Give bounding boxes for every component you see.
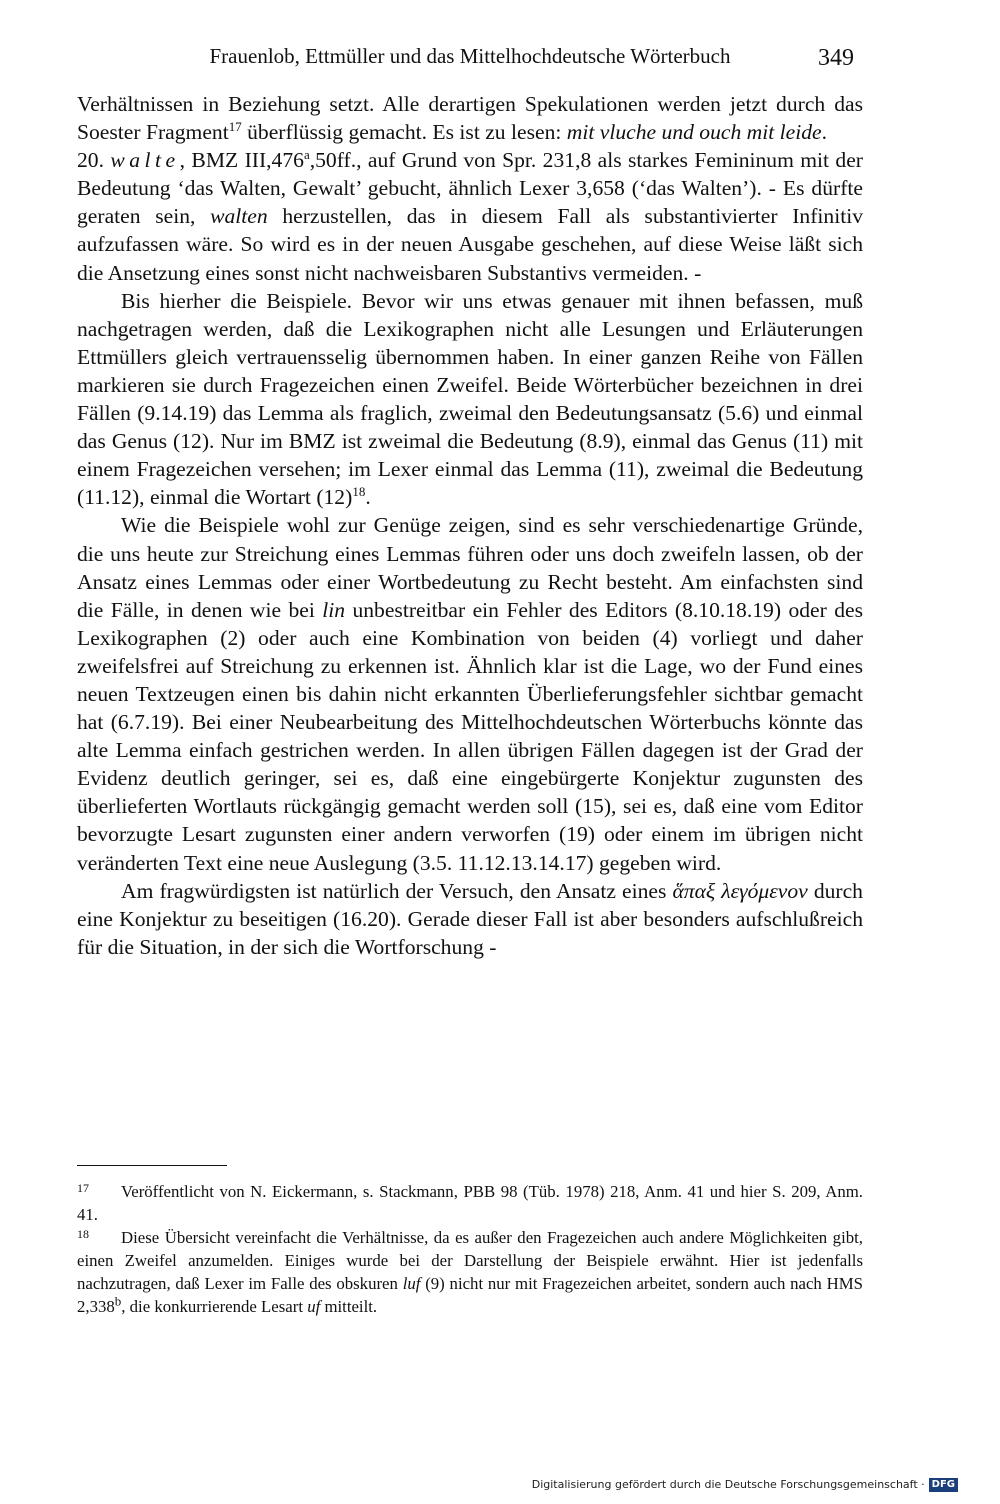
p2-italic-word: walten — [210, 204, 268, 229]
p5-text-b: durch eine Konjektur zu beseitigen (16.20). Gerade dieser Fall ist aber besonders aufschlußreich für die Situation, in der sich die Wortforschung - — [77, 878, 863, 959]
footnotes — [77, 1180, 863, 1318]
entry-number: 20. — [77, 148, 111, 173]
p1-italic-quote: mit vluche und ouch mit leide — [566, 120, 822, 145]
entry-lemma: walte — [110, 148, 180, 173]
p4-italic-word: lin — [322, 597, 346, 622]
paragraph-3 — [77, 287, 863, 512]
footnote-17-text: Veröffentlicht von N. Eickermann, s. Stackmann, PBB 98 (Tüb. 1978) 218, Anm. 41 und hier S. 209, Anm. 41. — [77, 1182, 863, 1224]
footnote-18-italic-luf: luf — [402, 1274, 421, 1293]
paragraph-5 — [77, 877, 863, 961]
body-text — [77, 90, 863, 961]
footnote-18-text-d: mitteilt. — [320, 1297, 378, 1316]
digitization-credit — [532, 1477, 958, 1493]
paragraph-2 — [77, 146, 863, 286]
p2-text-c: herzustellen, das in diesem Fall als substantivierter Infinitiv aufzufassen wäre. So wird es in der neuen Ausgabe geschehen, auf diese Weise läßt sich die Ansetzung eines sonst nicht nachweisbaren Substantivs vermeiden. - — [77, 204, 863, 285]
p3-text-b: . — [365, 485, 371, 510]
p5-text-a: Am fragwürdigsten ist natürlich der Versuch, den Ansatz eines — [121, 878, 673, 903]
p1-text-c: . — [821, 120, 828, 145]
credit-text: Digitalisierung gefördert durch die Deutsche Forschungsgemeinschaft · — [531, 1478, 925, 1491]
p1-text-a: Verhältnissen in Beziehung setzt. Alle derartigen Spekulationen werden jetzt durch das Soester Fragment — [77, 92, 863, 145]
p3-text-a: Bis hierher die Beispiele. Bevor wir uns etwas genauer mit ihnen befassen, muß nachgetragen werden, daß die Lexikographen nicht alle Lesungen und Erläuterungen Ettmüllers gleich vertrauensselig übernommen haben. In einer ganzen Reihe von Fällen markieren sie durch Fragezeichen einen Zweifel. Beide Wörterbücher bezeichnen in drei Fällen (9.14.19) das Lemma als fraglich, zweimal den Bedeutungsansatz (5.6) und einmal das Genus (12). Nur im BMZ ist zweimal die Bedeutung (8.9), einmal das Genus (11) mit einem Fragezeichen versehen; im Lexer einmal das Lemma (11), zweimal die Bedeutung (11.12), einmal die Wortart (12) — [77, 288, 863, 510]
p2-superscript: a — [303, 147, 310, 162]
p2-text-a: , BMZ III,476 — [179, 148, 304, 173]
footnote-18-text-b: (9) nicht nur mit Fragezeichen arbeitet, sondern auch nach HMS 2,338 — [77, 1274, 863, 1316]
running-title: Frauenlob, Ettmüller und das Mittelhochdeutsche Wörterbuch — [209, 44, 731, 68]
footnote-17: 17 Veröffentlicht von N. Eickermann, s. Stackmann, PBB 98 (Tüb. 1978) 218, Anm. 41 und hier S. 209, Anm. 41. — [77, 1181, 863, 1224]
page-number: 349 — [818, 45, 854, 71]
p5-greek-phrase: ἅπαξ λεγόμενον — [672, 878, 808, 903]
p2-text-b: ,50ff., auf Grund von Spr. 231,8 als starkes Femininum mit der Bedeutung ‘das Walten, Gewalt’ gebucht, ähnlich Lexer 3,658 (‘das Walten’). - Es dürfte geraten sein, — [77, 148, 863, 229]
footnote-18-text-a: Diese Übersicht vereinfacht die Verhältnisse, da es außer den Fragezeichen auch andere Möglichkeiten gibt, einen Zweifel anzumelden. Einiges wurde bei der Darstellung der Beispiele erwähnt. Hier ist jedenfalls nachzutragen, daß Lexer im Falle des obskuren — [77, 1228, 863, 1293]
footnote-divider — [77, 1165, 227, 1166]
footnote-18-text-c: , die konkurrierende Lesart — [121, 1297, 308, 1316]
p4-text-a: Wie die Beispiele wohl zur Genüge zeigen, sind es sehr verschiedenartige Gründe, die uns heute zur Streichung eines Lemmas führen oder uns doch zweifeln lassen, ob der Ansatz eines Lemmas oder einer Wortbedeutung zu Recht besteht. Am einfachsten sind die Fälle, in denen wie bei — [77, 513, 863, 622]
paragraph-4 — [77, 511, 863, 876]
paragraph-1 — [77, 90, 863, 146]
p1-text-b: überflüssig gemacht. Es ist zu lesen: — [241, 120, 567, 145]
footnote-ref-18: 18 — [352, 484, 366, 500]
footnote-18: 18 Diese Übersicht vereinfacht die Verhältnisse, da es außer den Fragezeichen auch andere Möglichkeiten gibt, einen Zweifel anzumelden. Einiges wurde bei der Darstellung der Beispiele erwähnt. Hier ist jedenfalls nachzutragen, daß Lexer im Falle des obskuren luf (9) nicht nur mit Fragezeichen arbeitet, sondern auch nach HMS 2,338$^b$, die konkurrierende Lesart uf mitteilt. — [77, 1227, 863, 1316]
footnote-18-superscript: b — [114, 1293, 122, 1309]
footnote-18-italic-uf: uf — [307, 1297, 321, 1316]
p4-text-b: unbestreitbar ein Fehler des Editors (8.10.18.19) oder des Lexikographen (2) oder auch eine Kombination von beiden (4) vorliegt und daher zweifelsfrei auf Streichung zu erkennen ist. Ähnlich klar ist die Lage, wo der Fund eines neuen Textzeugen einen bis dahin nicht erkannten Überlieferungsfehler sichtbar gemacht hat (6.7.19). Bei einer Neubearbeitung des Mittelhochdeutschen Wörterbuchs könnte das alte Lemma einfach gestrichen werden. In allen übrigen Fällen dagegen ist der Grad der Evidenz deutlich geringer, sei es, daß eine eingebürgerte Konjektur zugunsten des überlieferten Wortlauts rückgängig gemacht werden soll (15), sei es, daß eine vom Editor bevorzugte Lesart zugunsten einer andern verworfen (19) oder einem im übrigen nicht veränderten Text eine neue Auslegung (3.5. 11.12.13.14.17) gegeben wird. — [77, 597, 863, 875]
footnote-ref-17: 17 — [228, 118, 242, 134]
dfg-logo: DFG — [929, 1478, 958, 1492]
